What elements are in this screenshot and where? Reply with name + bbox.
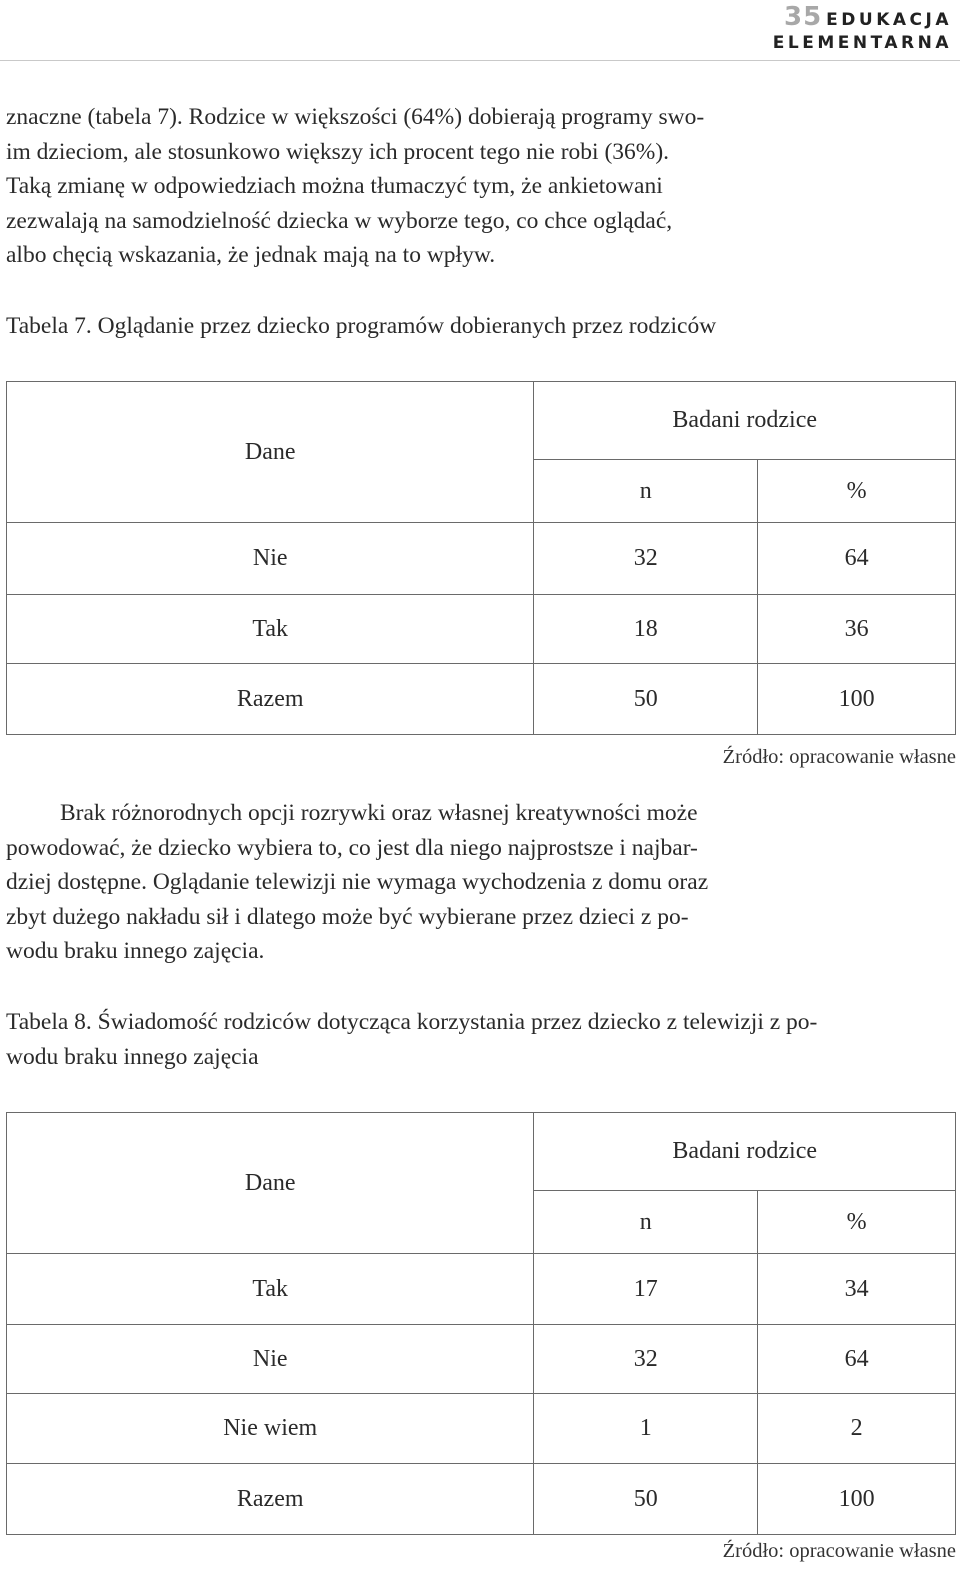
paragraph-1 [6, 100, 806, 273]
table-row [7, 1394, 956, 1464]
header-rule [0, 60, 960, 61]
paragraph-1-line: Taką zmianę w odpowiedziach można tłumaczyć tym, że ankietowani [6, 173, 663, 199]
row-label: Tak [7, 595, 534, 664]
row-n: 32 [534, 1325, 758, 1394]
table-row [7, 595, 956, 664]
table-row [7, 523, 956, 595]
row-n: 1 [534, 1394, 758, 1464]
journal-title-line1: EDUKACJA [826, 10, 952, 30]
row-n: 50 [534, 1464, 758, 1535]
row-pct: 100 [758, 664, 956, 735]
table8-caption-line: Tabela 8. Świadomość rodziców dotycząca korzystania przez dziecko z telewizji z po- [6, 1009, 818, 1035]
table8-header-group: Badani rodzice [534, 1113, 956, 1191]
row-n: 17 [534, 1254, 758, 1325]
table7-header-n: n [534, 460, 758, 523]
row-label: Razem [7, 664, 534, 735]
page-number: 35 [783, 2, 823, 32]
paragraph-1-line: znaczne (tabela 7). Rodzice w większości (64%) dobierają programy swo- [6, 104, 705, 130]
row-label: Razem [7, 1464, 534, 1535]
table7-header-pct: % [758, 460, 956, 523]
paragraph-1-line: zezwalają na samodzielność dziecka w wyborze tego, co chce oglądać, [6, 207, 673, 234]
table-row [7, 1254, 956, 1325]
table8-caption-line: wodu braku innego zajęcia [6, 1043, 259, 1070]
paragraph-2-line: zbyt dużego nakładu sił i dlatego może być wybierane przez dzieci z po- [6, 903, 689, 930]
table7-source: Źródło: opracowanie własne [722, 746, 956, 768]
row-label: Tak [7, 1254, 534, 1325]
row-pct: 34 [758, 1254, 956, 1325]
table8-header-n: n [534, 1191, 758, 1254]
row-pct: 64 [758, 523, 956, 595]
table-row [7, 664, 956, 735]
row-n: 50 [534, 664, 758, 735]
paragraph-2-line: wodu braku innego zajęcia. [6, 938, 265, 964]
table8-header-pct: % [758, 1191, 956, 1254]
table-row [7, 1464, 956, 1535]
paragraph-2 [6, 796, 806, 969]
row-pct: 100 [758, 1464, 956, 1535]
table8-source: Źródło: opracowanie własne [722, 1540, 956, 1562]
row-label: Nie [7, 523, 534, 595]
row-pct: 64 [758, 1325, 956, 1394]
paragraph-2-line: Brak różnorodnych opcji rozrywki oraz własnej kreatywności może [60, 800, 698, 826]
journal-title-line2: ELEMENTARNA [772, 33, 952, 53]
table7-header-dane: Dane [7, 382, 534, 523]
table8-header-dane: Dane [7, 1113, 534, 1254]
page-header [773, 0, 952, 54]
row-pct: 2 [758, 1394, 956, 1464]
paragraph-2-line: powodować, że dziecko wybiera to, co jest dla niego najprostsze i najbar- [6, 834, 698, 861]
row-label: Nie wiem [7, 1394, 534, 1464]
row-n: 18 [534, 595, 758, 664]
table7-caption [6, 309, 956, 344]
row-n: 32 [534, 523, 758, 595]
table7-caption-text: Tabela 7. Oglądanie przez dziecko programów dobieranych przez rodziców [6, 313, 717, 339]
paragraph-1-line: im dzieciom, ale stosunkowo większy ich procent tego nie robi (36%). [6, 138, 670, 165]
table8 [6, 1112, 956, 1535]
row-label: Nie [7, 1325, 534, 1394]
row-pct: 36 [758, 595, 956, 664]
table7 [6, 381, 956, 735]
paragraph-2-line: dziej dostępne. Oglądanie telewizji nie wymaga wychodzenia z domu oraz [6, 869, 709, 895]
table8-caption [6, 1005, 956, 1074]
table-row [7, 1325, 956, 1394]
table7-header-group: Badani rodzice [534, 382, 956, 460]
paragraph-1-line: albo chęcią wskazania, że jednak mają na to wpływ. [6, 242, 496, 268]
